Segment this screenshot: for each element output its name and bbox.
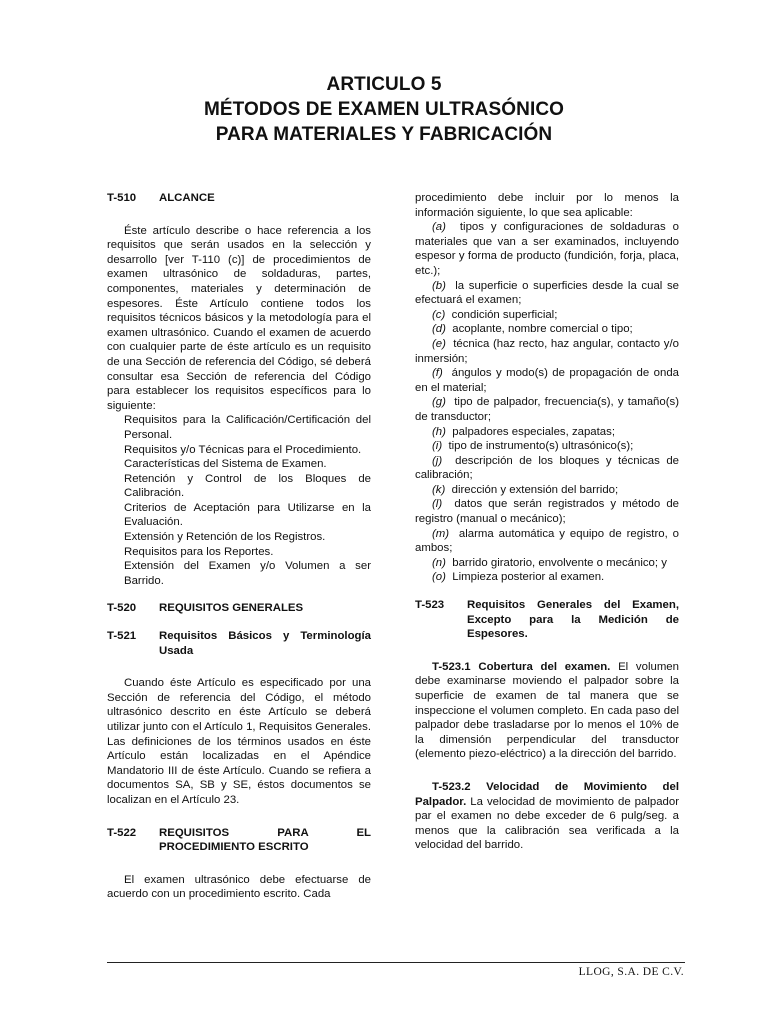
item-text: Limpieza posterior al examen.	[452, 571, 605, 584]
title-line-1: ARTICULO 5	[326, 74, 442, 95]
item-text: alarma automática y equipo de registro, o ambos;	[415, 527, 679, 555]
item-text: acoplante, nombre comercial o tipo;	[452, 323, 633, 336]
item-key: (f)	[432, 367, 443, 380]
requirements-list	[107, 413, 371, 588]
section-number: T-522	[107, 826, 137, 839]
section-number: T-510	[107, 192, 137, 204]
procedure-item	[415, 483, 679, 498]
section-number: T-521	[107, 630, 137, 643]
item-key: (a)	[432, 221, 446, 234]
item-key: (i)	[432, 440, 443, 453]
list-item: Características del Sistema de Examen.	[124, 458, 327, 471]
section-title: ALCANCE	[159, 192, 215, 204]
item-key: (e)	[432, 337, 446, 350]
section-t523-heading	[415, 598, 679, 642]
paragraph-heading: T-523.1 Cobertura del examen.	[432, 660, 611, 673]
section-t510-body: Éste artículo describe o hace referencia a los requisitos que serán usados en la selección y desarrollo [ver T-110 (c)] de procedimientos de examen ultrasónico de soldaduras, partes, componentes, materiales y determinación de espesores. Éste Artículo contiene todos los requisitos técnicos básicos y la metodología para el examen ultrasónico. Cuando el examen de acuerdo con cualquier parte de éste artículo es un requisito de una Sección de referencia del Código, sé deberá consultar esa Sección de referencia del Código para establecer los requisitos específicos para lo siguiente:	[107, 224, 371, 412]
procedure-item	[415, 454, 679, 483]
section-title: REQUISITOS GENERALES	[159, 602, 304, 615]
paragraph-body: La velocidad de movimiento de palpador par el examen no debe exceder de 6 pulg/seg. a menos que la calibración sea verificada a la velocidad del barrido.	[415, 795, 680, 852]
item-text: palpadores especiales, zapatas;	[452, 425, 616, 438]
item-text: datos que serán registrados y método de registro (manual o mecánico);	[415, 498, 679, 526]
procedure-item	[415, 439, 679, 454]
item-key: (d)	[432, 323, 446, 336]
section-t522-heading	[107, 826, 371, 855]
item-text: descripción de los bloques y técnicas de calibración;	[415, 454, 679, 482]
item-key: (b)	[432, 279, 446, 292]
item-text: condición superficial;	[451, 308, 558, 321]
item-key: (c)	[432, 308, 446, 321]
procedure-item	[415, 220, 679, 278]
list-item: Requisitos para la Calificación/Certificación del Personal.	[124, 414, 371, 441]
section-t522-body: El examen ultrasónico debe efectuarse de acuerdo con un procedimiento escrito. Cada	[107, 873, 371, 901]
item-text: tipos y configuraciones de soldaduras o materiales que van a ser examinados, incluyendo espesor y forma de producto (fundición, forja, placa, etc.);	[415, 221, 679, 277]
item-key: (g)	[432, 396, 446, 409]
list-item: Criterios de Aceptación para Utilizarse en la Evaluación.	[124, 501, 371, 529]
section-t5231-paragraph	[415, 660, 679, 762]
item-key: (k)	[432, 483, 446, 496]
procedure-intro: procedimiento debe incluir por lo menos la información siguiente, lo que sea aplicable:	[415, 192, 679, 219]
footer-company: LLOG, S.A. DE C.V.	[578, 966, 684, 978]
item-key: (n)	[432, 556, 446, 569]
list-item: Extensión del Examen y/o Volumen a ser Barrido.	[124, 560, 371, 587]
title-line-3: PARA MATERIALES Y FABRICACIÓN	[215, 124, 553, 145]
item-text: barrido giratorio, envolvente o mecánico; y	[452, 556, 667, 569]
item-text: técnica (haz recto, haz angular, contacto y/o inmersión;	[415, 337, 679, 365]
list-item: Retención y Control de los Bloques de Calibración.	[124, 472, 371, 500]
list-item: Extensión y Retención de los Registros.	[124, 531, 326, 544]
item-text: dirección y extensión del barrido;	[451, 483, 619, 496]
left-column	[107, 191, 371, 902]
item-text: tipo de palpador, frecuencia(s), y tamaño(s) de transductor;	[415, 396, 679, 423]
section-title: Requisitos Generales del Examen, Excepto para la Medición de Espesores.	[467, 599, 679, 641]
section-number: T-523	[415, 599, 445, 612]
right-column	[415, 191, 679, 853]
procedure-item	[415, 527, 679, 556]
procedure-item	[415, 322, 679, 337]
section-t5232-paragraph	[415, 780, 679, 853]
item-key: (h)	[432, 425, 446, 438]
list-item: Requisitos y/o Técnicas para el Procedimiento.	[124, 443, 362, 456]
item-key: (l)	[432, 498, 443, 511]
procedure-item	[415, 308, 679, 323]
article-title	[0, 72, 768, 147]
procedure-item	[415, 556, 679, 571]
paragraph-body: El volumen debe examinarse moviendo el palpador sobre la superficie de examen de tal manera que se inspeccione el volumen completo. En cada paso del palpador debe trasladarse por lo menos el 10% de la dimensión perpendicular del transductor (elemento piezo-eléctrico) a la dirección del barrido.	[415, 660, 679, 761]
section-t520-heading	[107, 601, 371, 616]
item-key: (j)	[432, 454, 443, 467]
procedure-item	[415, 425, 679, 440]
procedure-item	[415, 366, 679, 395]
procedure-item	[415, 395, 679, 424]
title-line-2: MÉTODOS DE EXAMEN ULTRASÓNICO	[203, 99, 565, 120]
section-t521-heading	[107, 629, 371, 658]
item-text: tipo de instrumento(s) ultrasónico(s);	[448, 440, 634, 453]
section-t510-heading	[107, 191, 371, 206]
paragraph-heading: T-523.2 Velocidad de Movimiento del Palpador.	[415, 780, 679, 808]
section-title: REQUISITOS PARA EL PROCEDIMIENTO ESCRITO	[159, 826, 371, 854]
procedure-items-list	[415, 220, 679, 585]
section-t521-body: Cuando éste Artículo es especificado por una Sección de referencia del Código, el método ultrasónico descrito en éste Artículo se deberá utilizar junto con el Artículo 1, Requisitos Generales. Las definiciones de los términos usados en éste Artículo están localizadas en el Apéndice Mandatorio III de éste Artículo. Cuando se refiera a documentos SA, SB y SE, éstos documentos se localizan en el Artículo 23.	[107, 677, 371, 806]
procedure-item	[415, 497, 679, 526]
list-item: Requisitos para los Reportes.	[124, 545, 274, 558]
footer-divider	[107, 962, 685, 963]
item-text: ángulos y modo(s) de propagación de onda en el material;	[415, 367, 679, 394]
section-number: T-520	[107, 602, 137, 615]
item-key: (m)	[432, 527, 450, 540]
procedure-item	[415, 279, 679, 308]
procedure-item	[415, 337, 679, 366]
item-key: (o)	[432, 571, 446, 584]
section-title: Requisitos Básicos y Terminología Usada	[159, 630, 371, 657]
procedure-item	[415, 570, 679, 585]
item-text: la superficie o superficies desde la cual se efectuará el examen;	[415, 279, 679, 307]
